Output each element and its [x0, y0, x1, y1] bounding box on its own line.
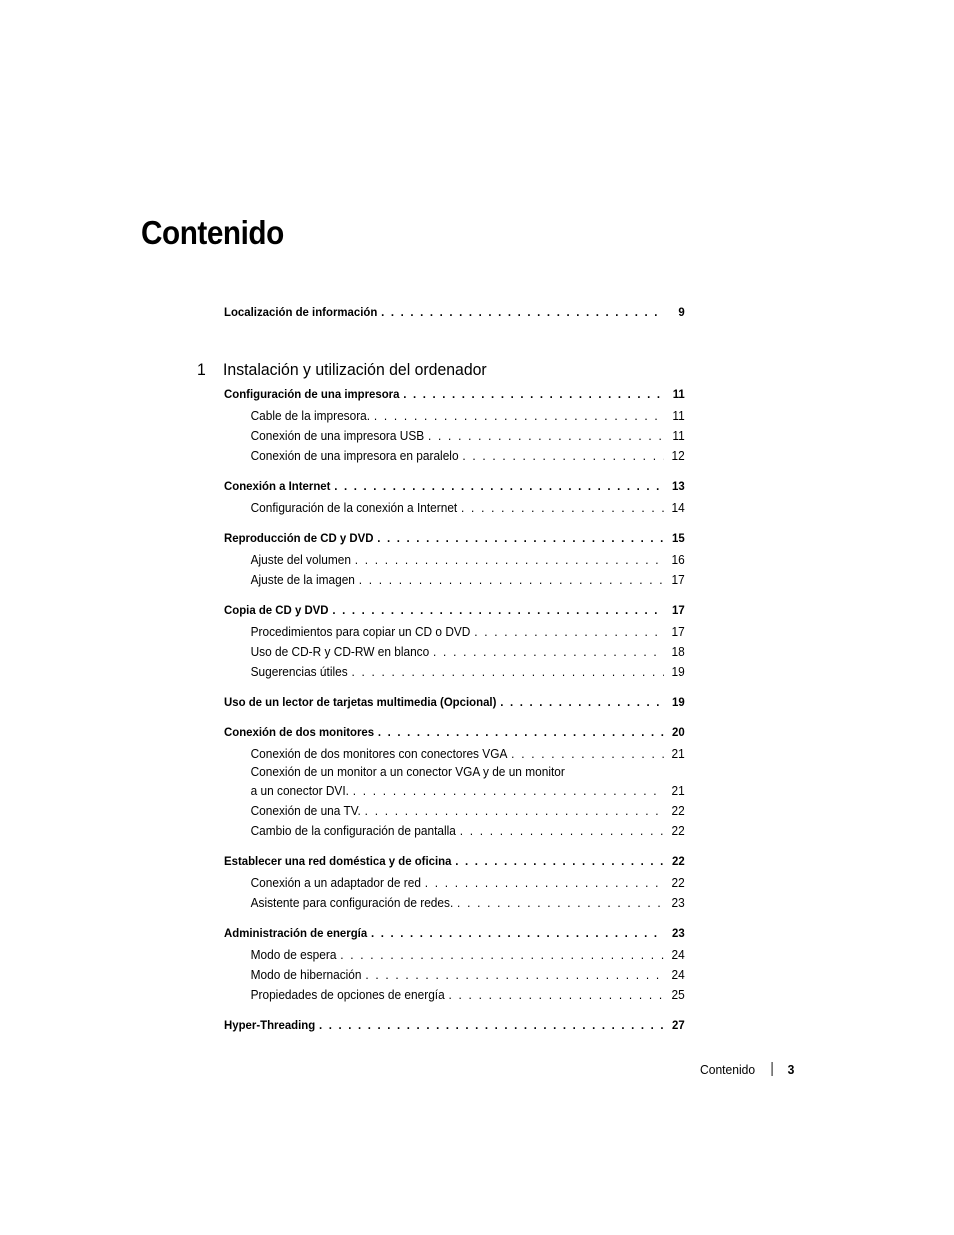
- dot-leader: [381, 302, 664, 322]
- toc-section[interactable]: [224, 1015, 685, 1035]
- footer-divider: [772, 1062, 773, 1076]
- toc-entry-page: 17: [672, 603, 685, 617]
- dot-leader: [353, 781, 664, 801]
- toc-subsection[interactable]: [224, 662, 685, 682]
- toc-entry-label: Ajuste del volumen: [250, 553, 351, 567]
- toc-subsection[interactable]: [224, 893, 685, 913]
- dot-leader: [433, 642, 664, 662]
- toc-subsection[interactable]: [224, 426, 685, 446]
- dot-leader: [462, 446, 664, 466]
- dot-leader: [461, 498, 664, 518]
- toc-entry-page: 23: [672, 926, 685, 940]
- dot-leader: [455, 851, 664, 871]
- toc-entry-page: 21: [671, 747, 685, 761]
- toc-subsection[interactable]: [224, 570, 685, 590]
- toc-section[interactable]: [224, 851, 685, 871]
- toc-section[interactable]: [224, 600, 685, 620]
- toc-section[interactable]: [224, 692, 685, 712]
- toc-entry-page: 24: [671, 948, 685, 962]
- page-footer: [700, 1062, 802, 1077]
- toc-entry[interactable]: [224, 302, 685, 322]
- chapter-number: 1: [197, 360, 206, 379]
- dot-leader: [371, 923, 664, 943]
- toc-entry-label: Copia de CD y DVD: [224, 603, 329, 617]
- toc-entry-page: 25: [671, 988, 685, 1002]
- dot-leader: [378, 722, 664, 742]
- toc-subsection[interactable]: [224, 498, 685, 518]
- toc-entry-page: 23: [671, 896, 685, 910]
- toc-entry-label: Uso de CD-R y CD-RW en blanco: [250, 645, 430, 659]
- toc-list: [224, 384, 685, 1035]
- toc-entry-label: Hyper-Threading: [224, 1018, 316, 1032]
- toc-entry-page: 27: [672, 1018, 685, 1032]
- toc-entry-label: Conexión de una impresora en paralelo: [250, 449, 459, 463]
- footer-label: Contenido: [700, 1062, 756, 1077]
- dot-leader: [332, 600, 664, 620]
- dot-leader: [425, 873, 664, 893]
- toc-entry-label: Conexión a Internet: [224, 479, 331, 493]
- toc-entry-page: 17: [671, 573, 685, 587]
- chapter-title: Instalación y utilización del ordenador: [223, 360, 487, 379]
- toc-entry-page: 13: [672, 479, 685, 493]
- page-number: 3: [787, 1062, 795, 1077]
- toc-entry-page: 14: [671, 501, 685, 515]
- toc-entry-page: 22: [671, 804, 685, 818]
- toc-entry-page: 11: [672, 429, 685, 443]
- chapter-heading: [197, 360, 487, 380]
- toc-entry-label: Cambio de la configuración de pantalla: [250, 824, 456, 838]
- toc-subsection[interactable]: [224, 446, 685, 466]
- dot-leader: [351, 662, 663, 682]
- dot-leader: [374, 406, 664, 426]
- toc-entry-label: Procedimientos para copiar un CD o DVD: [250, 625, 471, 639]
- toc-entry-label: Conexión de una TV.: [250, 804, 361, 818]
- toc-intro: [224, 302, 685, 322]
- toc-entry-label: Administración de energía: [224, 926, 368, 940]
- dot-leader: [474, 622, 664, 642]
- dot-leader: [428, 426, 664, 446]
- dot-leader: [403, 384, 664, 404]
- toc-section[interactable]: [224, 923, 685, 943]
- toc-entry-label: Modo de hibernación: [250, 968, 362, 982]
- toc-entry-page: 16: [671, 553, 685, 567]
- toc-entry-page: 21: [671, 784, 685, 798]
- toc-subsection[interactable]: [224, 965, 685, 985]
- toc-entry-label: Ajuste de la imagen: [250, 573, 355, 587]
- toc-entry-page: 19: [672, 695, 685, 709]
- toc-entry-label: Conexión de dos monitores con conectores VGA: [250, 747, 508, 761]
- toc-entry-page: 22: [671, 876, 685, 890]
- toc-entry-label: Reproducción de CD y DVD: [224, 531, 374, 545]
- toc-entry-page: 20: [672, 725, 685, 739]
- dot-leader: [365, 965, 664, 985]
- toc-subsection[interactable]: [224, 801, 685, 821]
- toc-section[interactable]: [224, 528, 685, 548]
- toc-entry-label: Sugerencias útiles: [250, 665, 348, 679]
- toc-subsection[interactable]: [224, 985, 685, 1005]
- toc-entry-page: 15: [672, 531, 685, 545]
- toc-entry-page: 18: [671, 645, 685, 659]
- toc-subsection[interactable]: [224, 642, 685, 662]
- dot-leader: [460, 821, 664, 841]
- toc-entry-label: Configuración de la conexión a Internet: [250, 501, 458, 515]
- toc-section[interactable]: [224, 722, 685, 742]
- toc-entry-label: Cable de la impresora.: [250, 409, 371, 423]
- dot-leader: [377, 528, 664, 548]
- page-title: Contenido: [141, 214, 284, 251]
- toc-subsection[interactable]: [224, 744, 685, 764]
- toc-entry-page: 19: [671, 665, 685, 679]
- toc-subsection[interactable]: [224, 945, 685, 965]
- dot-leader: [355, 550, 664, 570]
- toc-entry-label-line1[interactable]: Conexión de un monitor a un conector VGA y de un monitor: [250, 765, 565, 779]
- toc-entry-label: Conexión a un adaptador de red: [250, 876, 421, 890]
- dot-leader: [365, 801, 664, 821]
- toc-entry-label: Establecer una red doméstica y de oficina: [224, 854, 452, 868]
- toc-entry-label: Localización de información: [224, 305, 378, 319]
- toc-subsection[interactable]: [224, 406, 685, 426]
- dot-leader: [319, 1015, 664, 1035]
- toc-entry-page: 12: [671, 449, 685, 463]
- dot-leader: [449, 985, 664, 1005]
- toc-entry-page: 11: [672, 409, 685, 423]
- toc-entry-label: Configuración de una impresora: [224, 387, 400, 401]
- toc-entry-label: Conexión de una impresora USB: [250, 429, 425, 443]
- dot-leader: [359, 570, 664, 590]
- toc-entry-label: Propiedades de opciones de energía: [250, 988, 445, 1002]
- toc-entry-page: 17: [671, 625, 685, 639]
- toc-subsection[interactable]: [224, 550, 685, 570]
- toc-entry-page: 9: [678, 305, 685, 319]
- toc-subsection[interactable]: [224, 821, 685, 841]
- toc-entry-page: 22: [672, 854, 685, 868]
- dot-leader: [457, 893, 664, 913]
- toc-section[interactable]: [224, 384, 685, 404]
- toc-entry-label: Uso de un lector de tarjetas multimedia (Opcional): [224, 695, 497, 709]
- toc-subsection[interactable]: [224, 873, 685, 893]
- dot-leader: [340, 945, 664, 965]
- toc-subsection[interactable]: [224, 622, 685, 642]
- toc-entry-page: 11: [672, 387, 685, 401]
- dot-leader: [500, 692, 664, 712]
- toc-section[interactable]: [224, 476, 685, 496]
- toc-entry-label: Asistente para configuración de redes.: [250, 896, 454, 910]
- dot-leader: [511, 744, 664, 764]
- toc-entry-page: 24: [671, 968, 685, 982]
- toc-entry-label: Modo de espera: [250, 948, 337, 962]
- toc-entry-label: a un conector DVI.: [250, 784, 349, 798]
- toc-subsection[interactable]: [224, 781, 685, 801]
- dot-leader: [334, 476, 664, 496]
- toc-entry-page: 22: [671, 824, 685, 838]
- toc-entry-label: Conexión de dos monitores: [224, 725, 375, 739]
